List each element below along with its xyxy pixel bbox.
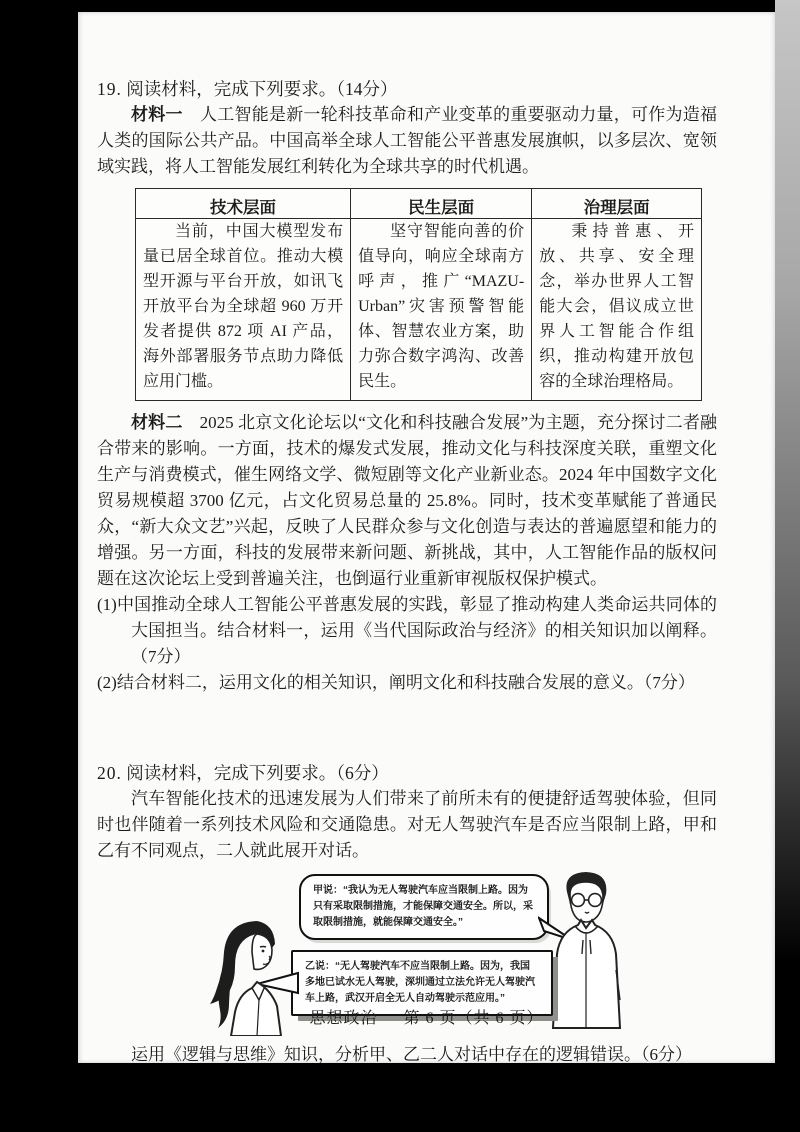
question-19-title	[97, 76, 717, 102]
footer-subject: 思想政治	[309, 1010, 378, 1027]
table-cell-governance: 秉持普惠、开放、共享、安全理念，举办世界人工智能大会，倡议成立世界人工智能合作组织，推动构建开放包容的全球治理格局。	[539, 223, 694, 390]
table-header-row	[136, 189, 702, 219]
material-2-label: 材料二	[131, 413, 183, 432]
material-1-label: 材料一	[131, 105, 183, 124]
table-header-livelihood: 民生层面	[351, 189, 532, 219]
ai-three-levels-table	[135, 188, 702, 401]
page-content	[78, 12, 775, 1068]
question-20-title-text: 阅读材料，完成下列要求。（6分）	[126, 763, 389, 783]
question-19-sub-2: (2)结合材料二，运用文化的相关知识，阐明文化和科技融合发展的意义。（7分）	[97, 673, 695, 692]
exam-paper-page	[78, 12, 775, 1063]
speech-yi-text: 乙说：“无人驾驶汽车不应当限制上路。因为，我国多地已试水无人驾驶，深圳通过立法允许无人驾驶汽车上路，武汉开启全无人自动驾驶示范应用。”	[305, 961, 535, 1004]
material-1-text: 人工智能是新一轮科技革命和产业变革的重要驱动力量，可作为造福人类的国际公共产品。中国高举全球人工智能公平普惠发展旗帜，以多层次、宽领域实践，将人工智能发展红利转化为全球共享的时代机遇。	[97, 105, 718, 176]
table-header-governance: 治理层面	[532, 189, 702, 219]
table-body-row	[136, 219, 702, 401]
speech-jia-text: 甲说：“我认为无人驾驶汽车应当限制上路。因为只有采取限制措施，才能保障交通安全。所以，采取限制措施，就能保障交通安全。”	[313, 885, 533, 928]
question-19-number: 19.	[97, 79, 122, 99]
question-20-title	[97, 760, 717, 786]
photo-right-edge	[775, 0, 800, 1132]
table-header-technology: 技术层面	[136, 189, 351, 219]
question-20-task: 运用《逻辑与思维》知识，分析甲、乙二人对话中存在的逻辑错误。（6分）	[131, 1045, 692, 1064]
speech-bubble-jia	[299, 874, 549, 940]
footer-page-info: 第 6 页（共 6 页）	[403, 1010, 544, 1027]
question-19-sub-1: (1)中国推动全球人工智能公平普惠发展的实践，彰显了推动构建人类命运共同体的大国担当。结合材料一，运用《当代国际政治与经济》的相关知识加以阐释。（7分）	[97, 595, 717, 666]
page-footer	[78, 1005, 775, 1028]
table-cell-livelihood: 坚守智能向善的价值导向，响应全球南方呼声，推广“MAZU-Urban”灾害预警智能体、智慧农业方案，助力弥合数字鸿沟、改善民生。	[358, 223, 525, 390]
material-2-paragraph	[97, 410, 717, 592]
material-2-text: 2025 北京文化论坛以“文化和科技融合发展”为主题，充分探讨二者融合带来的影响。一方面，技术的爆发式发展，推动文化与科技深度关联，重塑文化生产与消费模式，催生网络文学、微短剧等文化产业新业态。2024 年中国数字文化贸易规模超 3700 亿元，占文化贸易总量的 25.8%。同时，技术变革赋能了普通民众，“新大众文艺”兴起，反映了人民群众参与文化创造与表达的普遍愿望和能力的增强。另一方面，科技的发展带来新问题、新挑战，其中，人工智能作品的版权问题在这次论坛上受到普遍关注，也倒逼行业重新审视版权保护模式。	[97, 413, 717, 588]
material-1-paragraph	[97, 102, 717, 180]
question-20-number: 20.	[97, 763, 122, 783]
question-20-intro: 汽车智能化技术的迅速发展为人们带来了前所未有的便捷舒适驾驶体验，但同时也伴随着一系列技术风险和交通隐患。对无人驾驶汽车是否应当限制上路，甲和乙有不同观点，二人就此展开对话。	[97, 789, 717, 860]
table-cell-technology: 当前，中国大模型发布量已居全球首位。推动大模型开源与平台开放，如讯飞开放平台为全球超 960 万开发者提供 872 项 AI 产品，海外部署服务节点助力降低应用门槛。	[143, 223, 344, 390]
question-19-title-text: 阅读材料，完成下列要求。（14分）	[126, 79, 398, 99]
